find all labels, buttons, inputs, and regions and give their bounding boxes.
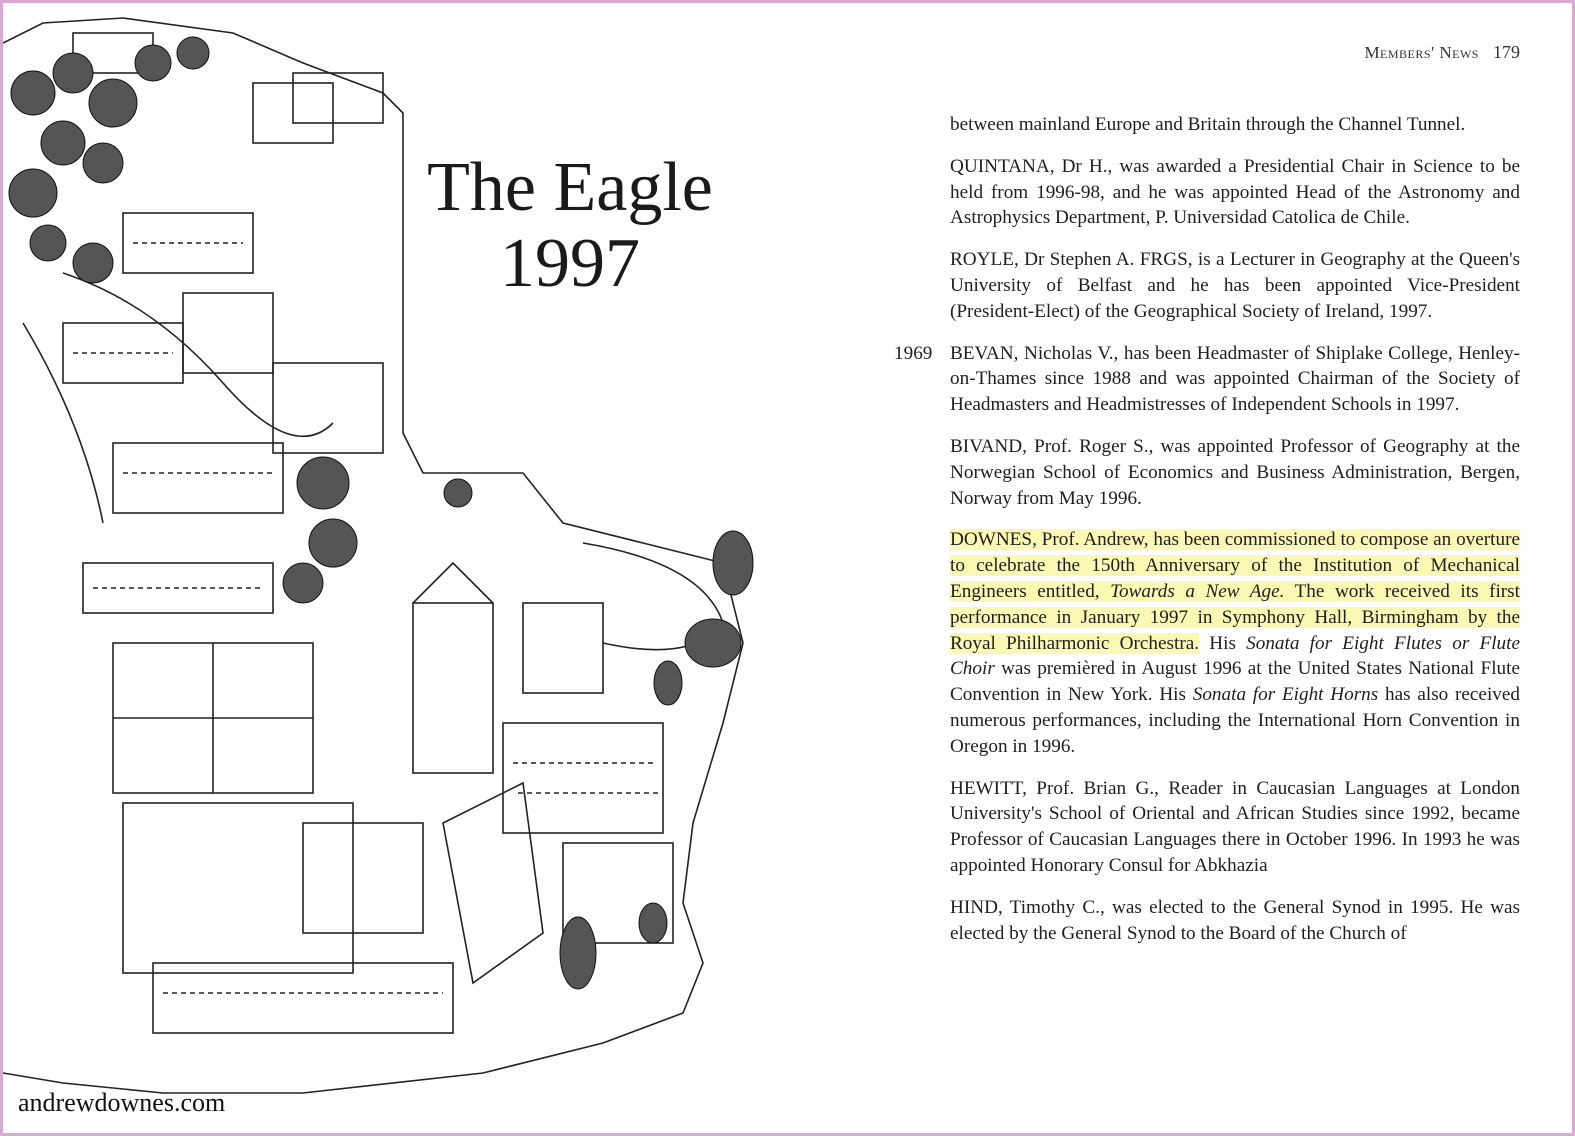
downes-text-2: The work received its first performance in January 1997 in Symphony Hall, Birmingham by the Royal Philharmonic Orchestra. (950, 580, 1520, 654)
news-column (894, 112, 1520, 962)
eagle-title (400, 150, 740, 302)
downes-work-title: Towards a New Age. (1110, 580, 1285, 602)
title-line-1: The Eagle (427, 149, 713, 226)
downes-text-3: His (1199, 632, 1247, 654)
year-label: 1969 (894, 342, 933, 364)
section-title: Members' News (1364, 43, 1479, 62)
downes-text-5: has also received numerous performances, including the International Horn Convention in Oregon in 1996. (950, 684, 1520, 757)
entry-downes (950, 527, 1520, 759)
downes-work-title-2: Sonata for Eight Flutes or Flute Choir (950, 632, 1520, 680)
site-watermark: andrewdownes.com (18, 1088, 226, 1117)
entry-hewitt: HEWITT, Prof. Brian G., Reader in Caucasian Languages at London University's School of Oriental and African Studies since 1992, became Professor of Caucasian Languages there in October 1996. In 1993 he was appointed Honorary Consul for Abkhazia (950, 777, 1520, 876)
entry-quintana: QUINTANA, Dr H., was awarded a Presidential Chair in Science to be held from 1996-98, and he was appointed Head of the Astronomy and Astrophysics Department, P. Universidad Catolica de Chile. (950, 155, 1520, 229)
entry-channel-tunnel: between mainland Europe and Britain through the Channel Tunnel. (950, 114, 1466, 135)
downes-text-4: was premièred in August 1996 at the United States National Flute Convention in New York. His (950, 658, 1520, 706)
entry-bevan-text: BEVAN, Nicholas V., has been Headmaster of Shiplake College, Henley-on-Thames since 1988 and was appointed Chairman of the Society of Headmasters and Headmistresses of Independent Schools in 1997. (950, 342, 1520, 416)
page-number: 179 (1493, 42, 1520, 62)
downes-text-1: DOWNES, Prof. Andrew, has been commissioned to compose an overture to celebrate the 150th Anniversary of the Institution of Mechanical Engineers entitled, (950, 529, 1520, 602)
entry-royle: ROYLE, Dr Stephen A. FRGS, is a Lecturer in Geography at the Queen's University of Belfast and he has been appointed Vice-President (President-Elect) of the Geographical Society of Ireland, 1997. (950, 249, 1520, 322)
entry-hind: HIND, Timothy C., was elected to the General Synod in 1995. He was elected by the General Synod to the Board of the Church of (950, 896, 1520, 944)
entry-bivand: BIVAND, Prof. Roger S., was appointed Professor of Geography at the Norwegian School of Economics and Business Administration, Bergen, Norway from May 1996. (950, 435, 1520, 509)
title-line-2: 1997 (500, 225, 640, 302)
entry-bevan (894, 341, 1520, 418)
running-header (1364, 42, 1520, 63)
downes-work-title-3: Sonata for Eight Horns (1192, 684, 1379, 706)
